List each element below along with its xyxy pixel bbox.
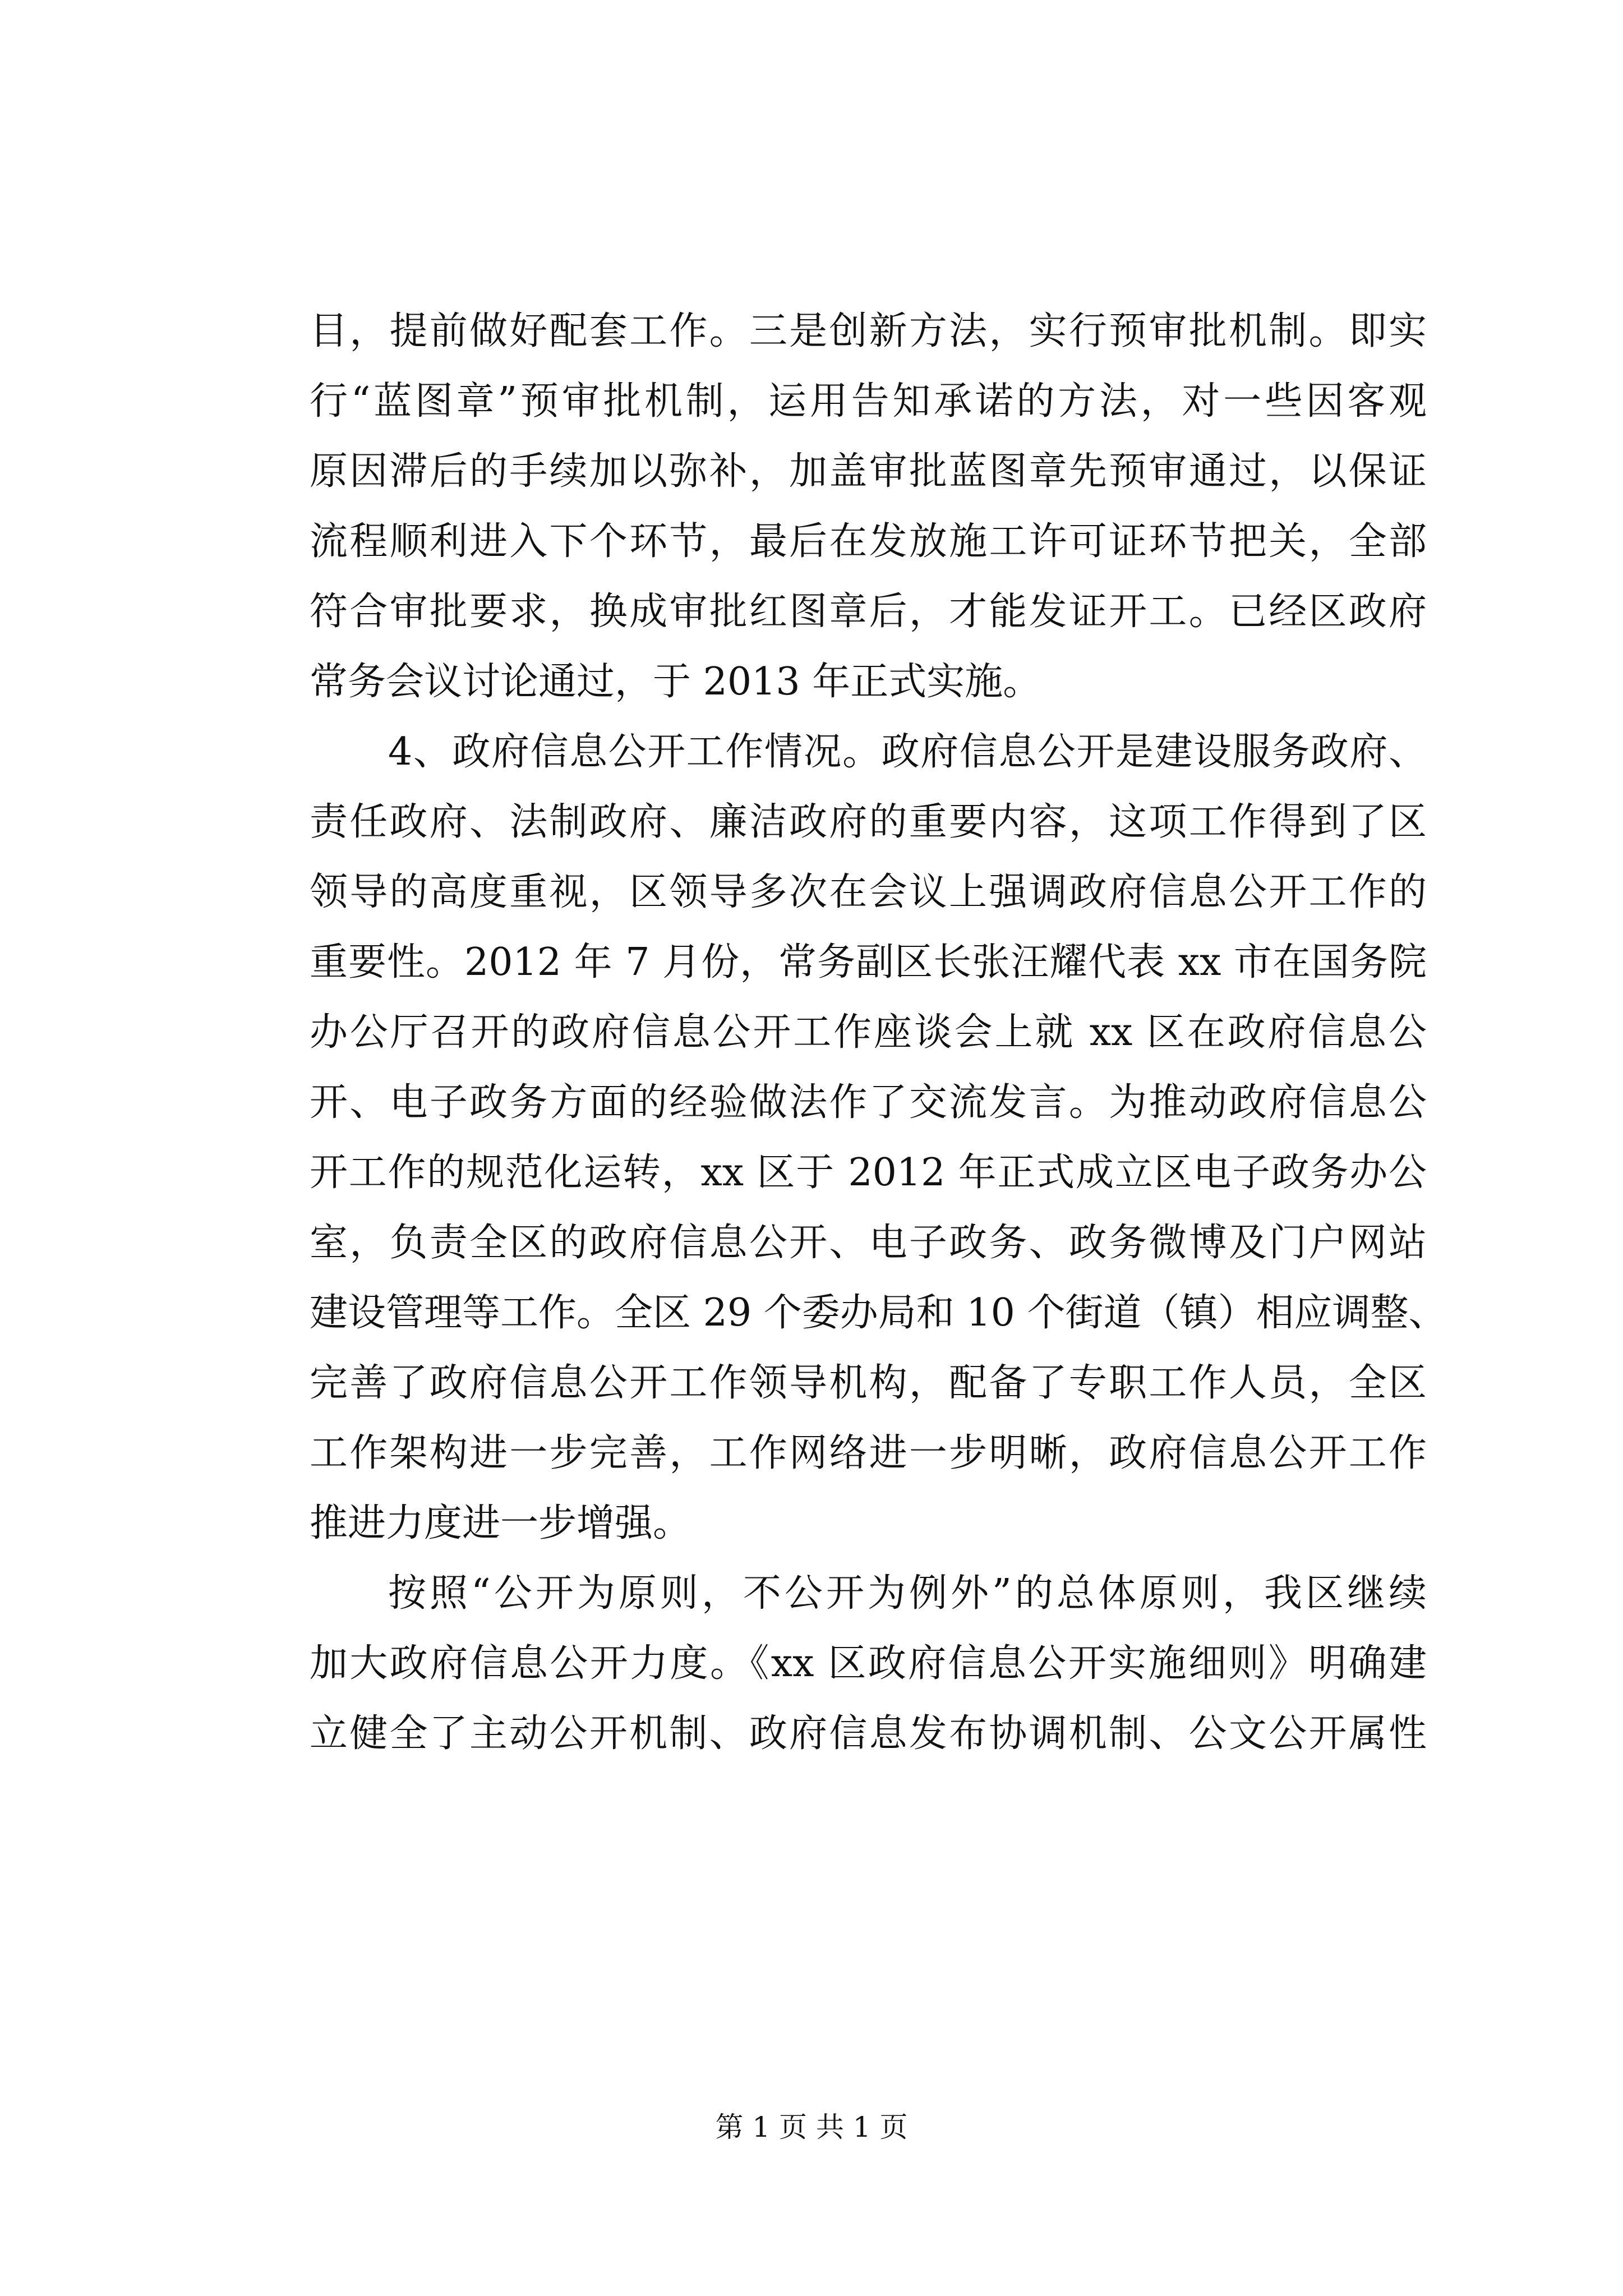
text-line: 立健全了主动公开机制、政府信息发布协调机制、公文公开属性	[310, 1711, 1427, 1756]
text-line: 完善了政府信息公开工作领导机构，配备了专职工作人员，全区	[310, 1361, 1427, 1405]
text-line: 建设管理等工作。全区 29 个委办局和 10 个街道（镇）相应调整、	[310, 1291, 1447, 1335]
text-line: 责任政府、法制政府、廉洁政府的重要内容，这项工作得到了区	[310, 800, 1427, 844]
text-line: 常务会议讨论通过，于 2013 年正式实施。	[310, 660, 1041, 704]
text-line: 按照“公开为原则，不公开为例外”的总体原则，我区继续	[388, 1571, 1427, 1616]
text-line: 开工作的规范化运转，xx 区于 2012 年正式成立区电子政务办公	[310, 1151, 1427, 1195]
text-line: 流程顺利进入下个环节，最后在发放施工许可证环节把关，全部	[310, 519, 1427, 564]
text-line: 工作架构进一步完善，工作网络进一步明晰，政府信息公开工作	[310, 1431, 1427, 1475]
text-line: 重要性。2012 年 7 月份，常务副区长张汪耀代表 xx 市在国务院	[310, 940, 1427, 984]
text-line: 4、政府信息公开工作情况。政府信息公开是建设服务政府、	[388, 730, 1427, 774]
page-footer: 第 1 页 共 1 页	[715, 2111, 908, 2143]
text-line: 加大政府信息公开力度。《xx 区政府信息公开实施细则》明确建	[310, 1641, 1427, 1686]
text-line: 目，提前做好配套工作。三是创新方法，实行预审批机制。即实	[310, 309, 1427, 353]
text-line: 原因滞后的手续加以弥补，加盖审批蓝图章先预审通过，以保证	[310, 449, 1427, 494]
text-line: 领导的高度重视，区领导多次在会议上强调政府信息公开工作的	[310, 870, 1427, 914]
text-line: 办公厅召开的政府信息公开工作座谈会上就 xx 区在政府信息公	[310, 1010, 1427, 1055]
text-line: 行“蓝图章”预审批机制，运用告知承诺的方法，对一些因客观	[310, 379, 1427, 424]
text-line: 开、电子政务方面的经验做法作了交流发言。为推动政府信息公	[310, 1080, 1427, 1125]
text-line: 室，负责全区的政府信息公开、电子政务、政务微博及门户网站	[310, 1221, 1427, 1265]
text-line: 推进力度进一步增强。	[310, 1501, 691, 1545]
text-line: 符合审批要求，换成审批红图章后，才能发证开工。已经区政府	[310, 590, 1427, 634]
document-body	[310, 296, 1447, 1769]
